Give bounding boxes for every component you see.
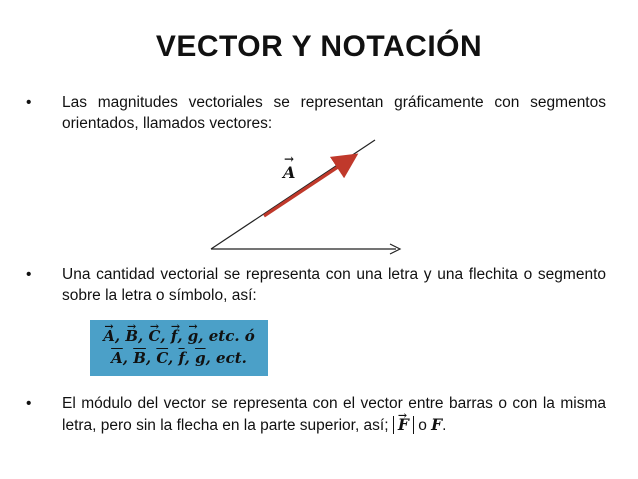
overline-notation-row: $\overline{A}$, $\overline{B}$, $\overline{C}$, $\overline{f}$, $\overline{g}$, ect. bbox=[111, 349, 247, 367]
arrow-accent-icon: → bbox=[284, 152, 295, 166]
vector-a-arrow bbox=[264, 152, 353, 216]
vector-a-label: → A bbox=[283, 152, 296, 182]
bullet-dot: • bbox=[26, 266, 32, 283]
vector-diagram bbox=[200, 130, 420, 260]
bullet-dot: • bbox=[26, 395, 32, 412]
arrow-notation-row: → A, → B, → C, → f, → g, etc. ó bbox=[90, 326, 268, 346]
page-title: VECTOR Y NOTACIÓN bbox=[155, 30, 483, 63]
modulus-plain-letter: F bbox=[431, 415, 443, 434]
bullet-item-1 bbox=[26, 92, 606, 134]
bullet-item-2 bbox=[26, 264, 606, 306]
bullet-text-1: Las magnitudes vectoriales se representan gráficamente con segmentos orientados, llamados vectores: bbox=[62, 94, 606, 132]
bullet-text-3-body: El módulo del vector se representa con el vector entre barras o con la misma letra, pero sin la flecha en la parte superior, así; bbox=[62, 395, 606, 434]
bullet-text-3: El módulo del vector se representa con el vector entre barras o con la misma letra, pero sin la flecha en la parte superior, así; → F o F. bbox=[62, 393, 606, 436]
modulus-connector: o bbox=[418, 417, 427, 434]
bullet-text-2: Una cantidad vectorial se representa con una letra y una flechita o segmento sobre la letra o símbolo, así: bbox=[62, 266, 606, 304]
notation-box bbox=[90, 320, 268, 376]
modulus-notation: → F bbox=[393, 416, 414, 434]
bullet-dot: • bbox=[26, 94, 32, 111]
bullet-item-3 bbox=[26, 393, 606, 436]
